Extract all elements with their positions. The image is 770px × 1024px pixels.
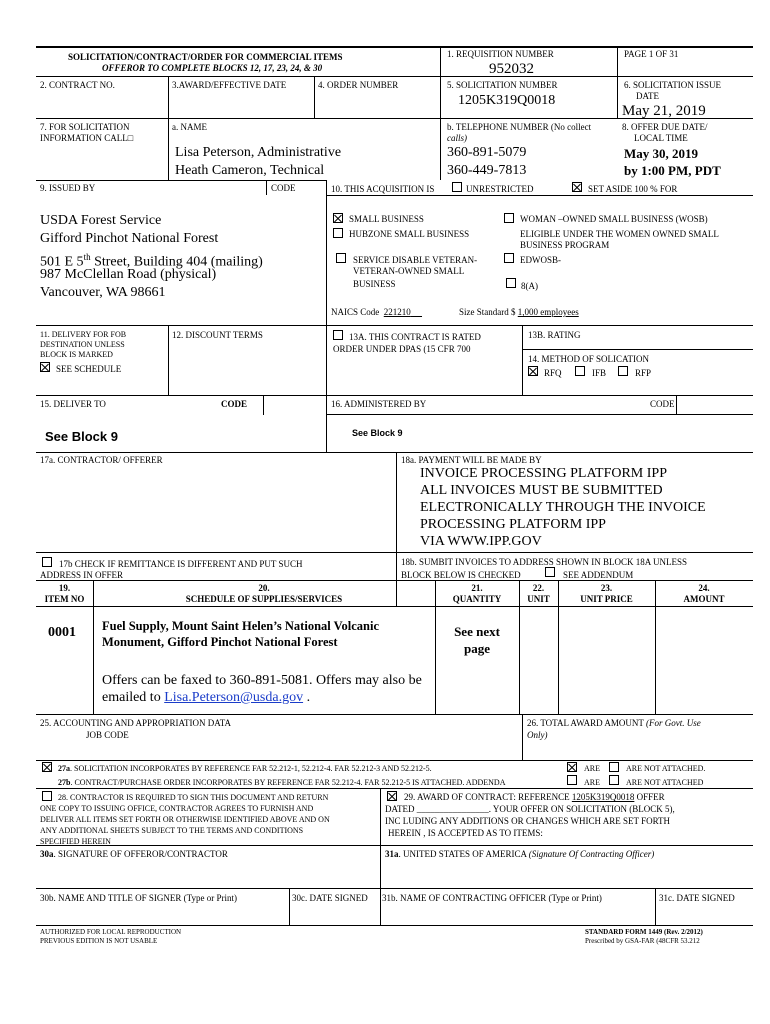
col-unit-price-num: 23. <box>600 583 613 593</box>
requisition-label: 1. REQUISITION NUMBER <box>447 49 554 59</box>
27b-text: 27b. CONTRACT/PURCHASE ORDER INCORPORATES BY REFERENCE FAR 52.212-4. FAR 52.212-5 IS ATTACHED. ADDENDA <box>58 778 506 787</box>
rfq-label: RFQ <box>544 368 562 378</box>
solicitation-number[interactable]: 1205K319Q0018 <box>458 93 556 108</box>
item-description-1: Fuel Supply, Mount Saint Helen’s National Volcanic <box>102 619 380 633</box>
due-date-label-2: LOCAL TIME <box>634 133 688 143</box>
28-checkbox[interactable] <box>42 791 52 801</box>
col-item-no-num: 19. <box>58 583 71 593</box>
issue-date-label-2: DATE <box>636 91 659 101</box>
col-amount-num: 24. <box>698 583 710 593</box>
set-aside-label: SET ASIDE 100 % FOR <box>588 184 678 194</box>
27b-are-checkbox[interactable] <box>567 775 577 785</box>
sdvosb-label-2: VETERAN-OWNED SMALL <box>353 266 465 276</box>
contact-email-link[interactable]: Lisa.Peterson@usda.gov <box>164 690 304 705</box>
sdvosb-label: SERVICE DISABLE VETERAN- <box>353 255 478 265</box>
co-signature-label[interactable]: 31a. UNITED STATES OF AMERICA (Signature Of Contracting Officer) <box>385 849 655 859</box>
small-business-label: SMALL BUSINESS <box>349 214 424 224</box>
email-line: emailed to Lisa.Peterson@usda.gov . <box>102 690 311 705</box>
job-code-label: JOB CODE <box>86 730 129 740</box>
phone-2[interactable]: 360-449-7813 <box>447 163 527 178</box>
col-supplies: SCHEDULE OF SUPPLIES/SERVICES <box>185 594 343 604</box>
name-label: a. NAME <box>172 122 207 132</box>
payment-line-3: ELECTRONICALLY THROUGH THE INVOICE <box>420 500 706 515</box>
27a-are-label: ARE <box>584 764 600 773</box>
due-time[interactable]: by 1:00 PM, PDT <box>624 163 721 178</box>
item-quantity: See next <box>454 624 500 639</box>
unrestricted-label: UNRESTRICTED <box>466 184 534 194</box>
29-text-2: DATED ________________. YOUR OFFER ON SOLICITATION (BLOCK 5), <box>385 804 675 814</box>
edwosb-checkbox[interactable] <box>504 253 514 263</box>
addendum-checkbox[interactable] <box>545 567 555 577</box>
29-text-3: INC LUDING ANY ADDITIONS OR CHANGES WHICH ARE SET FORTH <box>385 816 671 826</box>
fax-line: Offers can be faxed to 360-891-5081. Offers may also be <box>102 673 422 688</box>
order-number-label: 4. ORDER NUMBER <box>318 80 399 90</box>
item-description-2: Monument, Gifford Pinchot National Forest <box>102 635 338 649</box>
issuer-line-1: USDA Forest Service <box>40 213 162 228</box>
acquisition-label: 10. THIS ACQUISITION IS <box>331 184 435 194</box>
issue-date[interactable]: May 21, 2019 <box>622 103 706 119</box>
payment-label: 18a. PAYMENT WILL BE MADE BY <box>401 455 542 465</box>
small-business-checkbox[interactable] <box>333 213 343 223</box>
issue-date-label: 6. SOLICITATION ISSUE <box>624 80 722 90</box>
dpas-rated-label-2: ORDER UNDER DPAS (15 CFR 700 <box>333 344 471 354</box>
issuer-line-4: 987 McClellan Road (physical) <box>40 267 217 282</box>
discount-terms-label: 12. DISCOUNT TERMS <box>172 330 263 340</box>
rating-label: 13B. RATING <box>528 330 581 340</box>
edwosb-label: EDWOSB- <box>520 255 561 265</box>
due-date[interactable]: May 30, 2019 <box>624 146 699 161</box>
contact-name-1[interactable]: Lisa Peterson, Administrative <box>175 145 342 160</box>
item-number: 0001 <box>48 625 76 640</box>
rfq-checkbox[interactable] <box>528 366 538 376</box>
phone-label-2: calls) <box>447 133 467 143</box>
naics-line: NAICS Code 221210 <box>331 307 411 317</box>
contractor-label: 17a. CONTRACTOR/ OFFERER <box>40 455 163 465</box>
delivery-label-2: DESTINATION UNLESS <box>40 340 125 349</box>
rfp-checkbox[interactable] <box>618 366 628 376</box>
col-amount: AMOUNT <box>683 594 725 604</box>
submit-invoices-label-2: BLOCK BELOW IS CHECKED <box>401 570 521 580</box>
col-supplies-num: 20. <box>258 583 270 593</box>
method-label: 14. METHOD OF SOLICATION <box>528 354 649 364</box>
see-schedule-label: SEE SCHEDULE <box>56 364 122 374</box>
co-name-label[interactable]: 31b. NAME OF CONTRACTING OFFICER (Type or Print) <box>382 893 602 903</box>
remittance-label: 17b CHECK IF REMITTANCE IS DIFFERENT AND PUT SUCH <box>59 559 303 569</box>
sdvosb-checkbox[interactable] <box>336 253 346 263</box>
27a-checkbox[interactable] <box>42 762 52 772</box>
deliver-to-label: 15. DELIVER TO <box>40 399 106 409</box>
wosb-label: WOMAN –OWNED SMALL BUSINESS (WOSB) <box>520 214 708 224</box>
col-unit: UNIT <box>527 594 550 604</box>
issued-by-label: 9. ISSUED BY <box>40 183 96 193</box>
28-text-2: ONE COPY TO ISSUING OFFICE, CONTRACTOR AGREES TO FURNISH AND <box>40 804 314 813</box>
remittance-label-2: ADDRESS IN OFFER <box>40 570 124 580</box>
total-award-label: 26. TOTAL AWARD AMOUNT (For Govt. Use <box>527 718 701 728</box>
offeror-signature-label[interactable]: 30a. SIGNATURE OF OFFEROR/CONTRACTOR <box>40 849 228 859</box>
addendum-label: SEE ADDENDUM <box>563 570 634 580</box>
info-call-label-2: INFORMATION CALL□ <box>40 133 134 143</box>
27a-are-checkbox[interactable] <box>567 762 577 772</box>
wosb-checkbox[interactable] <box>504 213 514 223</box>
contract-no-label: 2. CONTRACT NO. <box>40 80 115 90</box>
deliver-to-code-label: CODE <box>221 399 248 409</box>
page-count: PAGE 1 OF 31 <box>624 49 679 59</box>
28-text-3: DELIVER ALL ITEMS SET FORTH OR OTHERWISE IDENTIFIED ABOVE AND ON <box>40 815 330 824</box>
remittance-checkbox[interactable] <box>42 557 52 567</box>
signer-name-label[interactable]: 30b. NAME AND TITLE OF SIGNER (Type or Print) <box>40 893 237 903</box>
form-subtitle: OFFEROR TO COMPLETE BLOCKS 12, 17, 23, 24, & 30 <box>102 63 323 73</box>
ifb-checkbox[interactable] <box>575 366 585 376</box>
col-unit-price: UNIT PRICE <box>580 594 633 604</box>
size-standard-line: Size Standard $ 1,000 employees <box>459 307 579 317</box>
co-date-signed-label[interactable]: 31c. DATE SIGNED <box>659 893 735 903</box>
29-text-1: 29. AWARD OF CONTRACT: REFERENCE 1205K319Q0018 OFFER <box>404 792 665 802</box>
accounting-label: 25. ACCOUNTING AND APPROPRIATION DATA <box>40 718 232 728</box>
award-date-label: 3.AWARD/EFFECTIVE DATE <box>172 80 287 90</box>
28-text-4: ANY ADDITIONAL SHEETS SUBJECT TO THE TERMS AND CONDITIONS <box>40 826 304 835</box>
footer-left-1: AUTHORIZED FOR LOCAL REPRODUCTION <box>40 928 182 936</box>
payment-line-5: VIA WWW.IPP.GOV <box>420 534 542 549</box>
submit-invoices-label: 18b. SUMBIT INVOICES TO ADDRESS SHOWN IN BLOCK 18A UNLESS <box>401 557 688 567</box>
col-quantity: QUANTITY <box>452 594 502 604</box>
info-call-label: 7. FOR SOLICITATION <box>40 122 130 132</box>
27a-text: 27a. SOLICITATION INCORPORATES BY REFERENCE FAR 52.212-1, 52.212-4. FAR 52.212-3 AND 52.212-5. <box>58 764 432 773</box>
col-item-no: ITEM NO <box>44 594 85 604</box>
payment-line-2: ALL INVOICES MUST BE SUBMITTED <box>420 483 663 498</box>
hubzone-checkbox[interactable] <box>333 228 343 238</box>
wosb-label-2: ELIGIBLE UNDER THE WOMEN OWNED SMALL <box>520 229 719 239</box>
total-award-label-2: Only) <box>527 730 548 740</box>
issuer-line-3: 501 E 5th Street, Building 404 (mailing) <box>40 252 263 270</box>
wosb-label-3: BUSINESS PROGRAM <box>520 240 610 250</box>
contact-name-2[interactable]: Heath Cameron, Technical <box>175 163 325 178</box>
footer-right-2: Prescribed by GSA-FAR (48CFR 53.212 <box>585 937 700 945</box>
requisition-number[interactable]: 952032 <box>489 61 534 77</box>
issuer-line-5: Vancouver, WA 98661 <box>40 285 166 300</box>
28-text-1: 28. CONTRACTOR IS REQUIRED TO SIGN THIS DOCUMENT AND RETURN <box>58 793 329 802</box>
29-checkbox[interactable] <box>387 791 397 801</box>
delivery-label: 11. DELIVERY FOR FOB <box>40 330 127 339</box>
dpas-rated-label: 13A. THIS CONTRACT IS RATED <box>349 332 481 342</box>
sdvosb-label-3: BUSINESS <box>353 279 396 289</box>
administered-by-label: 16. ADMINISTERED BY <box>331 399 427 409</box>
col-quantity-num: 21. <box>471 583 483 593</box>
dpas-rated-checkbox[interactable] <box>333 330 343 340</box>
form-title: SOLICITATION/CONTRACT/ORDER FOR COMMERCIAL ITEMS <box>68 52 343 62</box>
eight-a-checkbox[interactable] <box>506 278 516 288</box>
delivery-label-3: BLOCK IS MARKED <box>40 350 113 359</box>
footer-right-1: STANDARD FORM 1449 (Rev. 2/2012) <box>585 928 703 936</box>
deliver-to-value: See Block 9 <box>45 429 118 444</box>
unrestricted-checkbox[interactable] <box>452 182 462 192</box>
27b-are-not-checkbox[interactable] <box>609 775 619 785</box>
due-date-label: 8. OFFER DUE DATE/ <box>622 122 708 132</box>
28-text-5: SPECIFIED HEREIN <box>40 837 111 846</box>
29-text-4: HEREIN , IS ACCEPTED AS TO ITEMS: <box>388 828 543 838</box>
27a-are-not-checkbox[interactable] <box>609 762 619 772</box>
see-schedule-checkbox[interactable] <box>40 362 50 372</box>
ifb-label: IFB <box>592 368 607 378</box>
27b-are-label: ARE <box>584 778 600 787</box>
eight-a-label: 8(A) <box>521 281 538 291</box>
solicitation-number-label: 5. SOLICITATION NUMBER <box>447 80 558 90</box>
27a-are-not-label: ARE NOT ATTACHED. <box>626 764 706 773</box>
col-unit-num: 22. <box>532 583 545 593</box>
hubzone-label: HUBZONE SMALL BUSINESS <box>349 229 470 239</box>
payment-line-4: PROCESSING PLATFORM IPP <box>420 517 606 532</box>
phone-label: b. TELEPHONE NUMBER (No collect <box>447 122 592 132</box>
footer-left-2: PREVIOUS EDITION IS NOT USABLE <box>40 937 158 945</box>
administered-by-code-label: CODE <box>650 399 675 409</box>
set-aside-checkbox[interactable] <box>572 182 582 192</box>
issuer-line-2: Gifford Pinchot National Forest <box>40 231 219 246</box>
payment-line-1: INVOICE PROCESSING PLATFORM IPP <box>420 466 667 481</box>
rfp-label: RFP <box>635 368 652 378</box>
issued-by-code-label: CODE <box>271 183 296 193</box>
administered-by-value: See Block 9 <box>352 428 403 438</box>
item-quantity-2: page <box>464 641 490 656</box>
phone-1[interactable]: 360-891-5079 <box>447 145 527 160</box>
offeror-date-signed-label[interactable]: 30c. DATE SIGNED <box>292 893 368 903</box>
27b-are-not-label: ARE NOT ATTACHED <box>626 778 704 787</box>
